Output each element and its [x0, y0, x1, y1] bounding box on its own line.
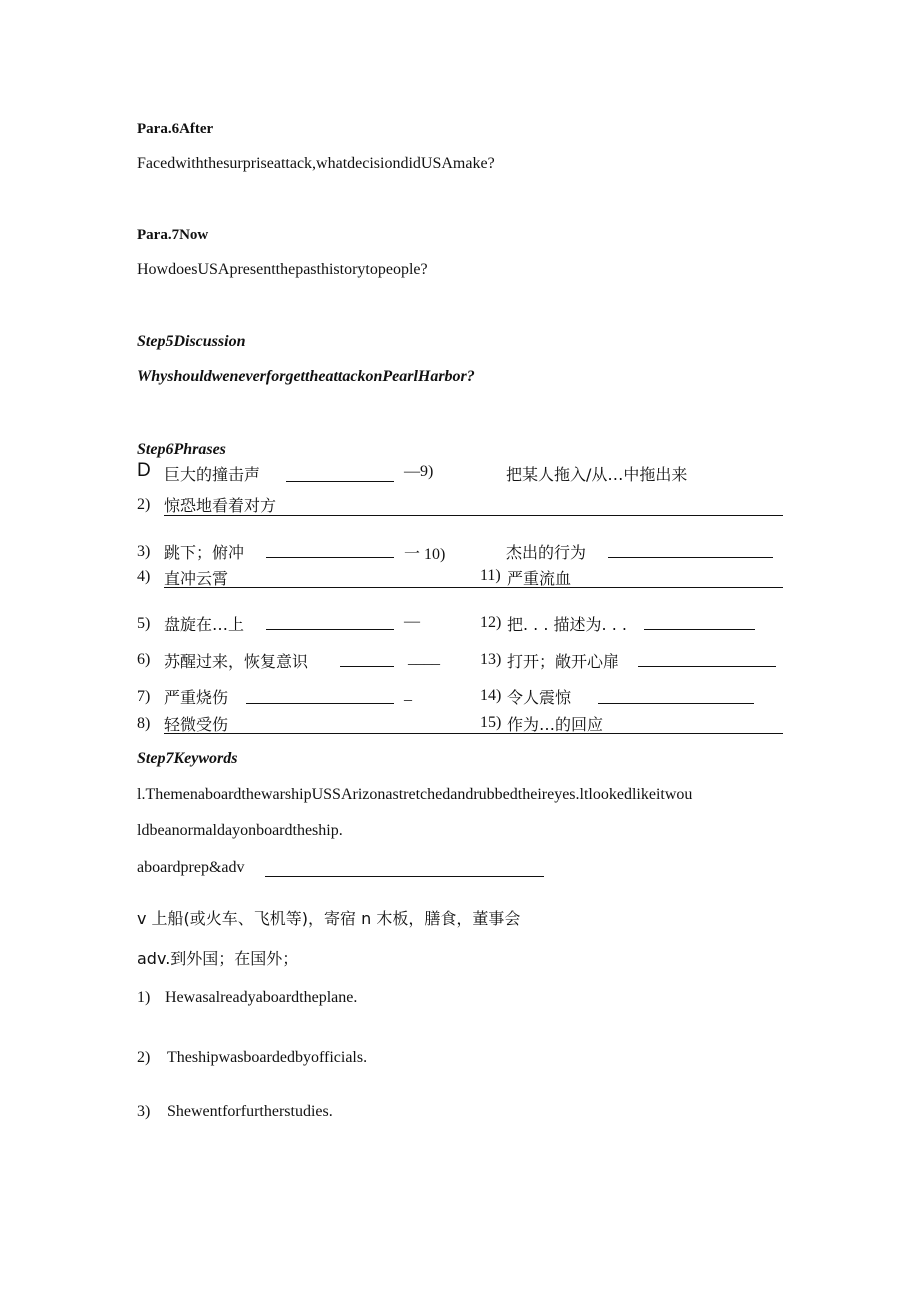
para7-question: HowdoesUSApresentthepasthistorytopeople? — [137, 261, 428, 278]
phrase-number: 8) — [137, 715, 151, 732]
definition-adverb: adv.到外国；在国外； — [137, 949, 299, 968]
phrase-text-right: 令人震惊 — [507, 688, 572, 707]
phrase-text-right: 把. . . 描述为. . . — [507, 615, 627, 634]
example-sentence: Hewasalreadyaboardtheplane. — [165, 989, 358, 1006]
answer-line[interactable] — [164, 733, 783, 734]
phrase-suffix: _ — [404, 686, 412, 703]
phrase-number-right: 15) — [480, 714, 502, 731]
phrase-text: 跳下；俯冲 — [164, 543, 245, 562]
answer-blank[interactable] — [266, 615, 394, 630]
example-number: 1) — [137, 989, 151, 1006]
keyword-sentence-line2: ldbeanormaldayonboardtheship. — [137, 822, 343, 839]
answer-blank[interactable] — [340, 652, 394, 667]
example-number: 3) — [137, 1103, 151, 1120]
answer-blank[interactable] — [598, 689, 754, 704]
phrase-text: 苏醒过来，恢复意识 — [164, 652, 309, 671]
answer-blank[interactable] — [644, 615, 755, 630]
step5-question: WhyshouldweneverforgettheattackonPearlHarbor? — [137, 368, 475, 385]
answer-blank[interactable] — [266, 543, 394, 558]
phrase-text: 严重烧伤 — [164, 688, 229, 707]
phrase-text: 惊恐地看着对方 — [164, 496, 277, 515]
phrase-text-right: 作为…的回应 — [507, 715, 604, 734]
phrase-number-right: 14) — [480, 687, 502, 704]
phrase-text-right: 严重流血 — [507, 569, 572, 588]
answer-blank[interactable] — [638, 652, 776, 667]
phrase-number-right: 13) — [480, 651, 502, 668]
word-entry: aboardprep&adv — [137, 859, 245, 876]
example-sentence: Shewentforfurtherstudies. — [167, 1103, 333, 1120]
phrase-suffix: — — [404, 613, 420, 630]
answer-line[interactable] — [164, 515, 783, 516]
phrase-number: 4) — [137, 568, 151, 585]
answer-blank[interactable] — [265, 862, 544, 877]
phrase-number: 5) — [137, 615, 151, 632]
phrase-text-right: 把某人拖入/从…中拖出来 — [506, 465, 688, 484]
phrase-text-right: 打开；敞开心扉 — [507, 652, 620, 671]
phrase-text-right: 杰出的行为 — [506, 543, 587, 562]
step7-heading: Step7Keywords — [137, 750, 238, 767]
para6-question: Facedwiththesurpriseattack,whatdecisiondidUSAmake? — [137, 155, 495, 172]
keyword-sentence-line1: l.ThemenaboardthewarshipUSSArizonastretchedandrubbedtheireyes.ltlookedlikeitwou — [137, 786, 693, 803]
example-sentence: Theshipwasboardedbyofficials. — [167, 1049, 368, 1066]
phrase-suffix: —9) — [404, 463, 434, 480]
phrase-number: D — [137, 460, 151, 481]
answer-blank[interactable] — [608, 543, 773, 558]
example-number: 2) — [137, 1049, 151, 1066]
phrase-text: 直冲云霄 — [164, 569, 229, 588]
phrase-text: 轻微受伤 — [164, 715, 229, 734]
answer-blank[interactable] — [246, 689, 394, 704]
para7-heading: Para.7Now — [137, 227, 209, 243]
phrase-suffix: ____ — [408, 650, 440, 667]
phrase-number-right: 11) — [480, 567, 501, 584]
phrase-text: 盘旋在…上 — [164, 615, 245, 634]
definition-verb-noun: v 上船(或火车、飞机等)，寄宿 n 木板，膳食，董事会 — [137, 909, 521, 928]
phrase-number: 6) — [137, 651, 151, 668]
phrase-text: 巨大的撞击声 — [164, 465, 261, 484]
phrase-suffix: 一 10) — [404, 546, 446, 563]
answer-line[interactable] — [164, 587, 783, 588]
step6-heading: Step6Phrases — [137, 441, 226, 458]
step5-heading: Step5Discussion — [137, 333, 246, 350]
answer-blank[interactable] — [286, 467, 394, 482]
phrase-number: 2) — [137, 496, 151, 513]
phrase-number-right: 12) — [480, 614, 502, 631]
phrase-number: 7) — [137, 688, 151, 705]
para6-heading: Para.6After — [137, 121, 214, 137]
phrase-number: 3) — [137, 543, 151, 560]
